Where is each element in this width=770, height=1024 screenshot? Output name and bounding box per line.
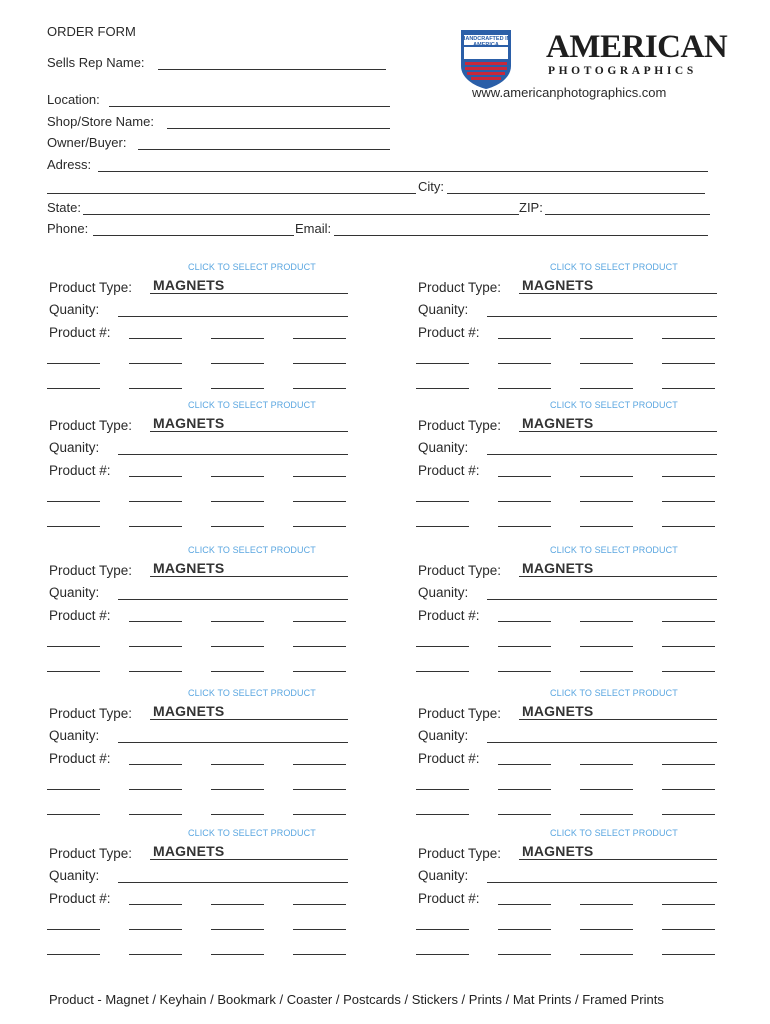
product-number-blank[interactable] bbox=[580, 954, 633, 955]
quantity-label: Quanity: bbox=[418, 302, 469, 317]
product-number-blank[interactable] bbox=[293, 764, 346, 765]
product-number-blank[interactable] bbox=[211, 789, 264, 790]
product-number-blank[interactable] bbox=[498, 646, 551, 647]
product-number-blank[interactable] bbox=[416, 929, 469, 930]
product-type-select[interactable]: MAGNETS bbox=[522, 415, 594, 431]
product-number-blank[interactable] bbox=[662, 621, 715, 622]
shop-label: Shop/Store Name: bbox=[47, 114, 154, 129]
product-number-blank[interactable] bbox=[416, 789, 469, 790]
product-number-blank[interactable] bbox=[580, 621, 633, 622]
product-number-blank[interactable] bbox=[580, 929, 633, 930]
product-number-blank[interactable] bbox=[129, 904, 182, 905]
product-number-blank[interactable] bbox=[662, 929, 715, 930]
product-number-blank[interactable] bbox=[662, 526, 715, 527]
product-number-blank[interactable] bbox=[498, 671, 551, 672]
product-number-blank[interactable] bbox=[47, 814, 100, 815]
click-to-select-product[interactable]: CLICK TO SELECT PRODUCT bbox=[188, 262, 316, 272]
product-number-blank[interactable] bbox=[211, 621, 264, 622]
product-number-blank[interactable] bbox=[662, 646, 715, 647]
product-type-underline bbox=[150, 293, 348, 294]
click-to-select-product[interactable]: CLICK TO SELECT PRODUCT bbox=[188, 400, 316, 410]
address-line2-input[interactable] bbox=[47, 179, 416, 194]
quantity-input[interactable] bbox=[487, 440, 717, 455]
click-to-select-product[interactable]: CLICK TO SELECT PRODUCT bbox=[188, 688, 316, 698]
product-number-blank[interactable] bbox=[211, 526, 264, 527]
website-link[interactable]: www.americanphotographics.com bbox=[472, 85, 667, 100]
quantity-label: Quanity: bbox=[418, 440, 469, 455]
product-type-underline bbox=[519, 576, 717, 577]
product-number-blank[interactable] bbox=[129, 476, 182, 477]
product-type-select[interactable]: MAGNETS bbox=[153, 843, 225, 859]
product-number-blank[interactable] bbox=[47, 363, 100, 364]
product-number-blank[interactable] bbox=[47, 526, 100, 527]
state-label: State: bbox=[47, 200, 81, 215]
product-number-blank[interactable] bbox=[129, 929, 182, 930]
location-input[interactable] bbox=[109, 92, 390, 107]
product-legend: Product - Magnet / Keyhain / Bookmark / Coaster / Postcards / Stickers / Prints / Mat Prints / Framed Prints bbox=[49, 992, 664, 1007]
product-type-label: Product Type: bbox=[49, 280, 133, 295]
product-number-blank[interactable] bbox=[129, 789, 182, 790]
product-number-blank[interactable] bbox=[211, 929, 264, 930]
location-label: Location: bbox=[47, 92, 100, 107]
product-number-blank[interactable] bbox=[580, 501, 633, 502]
owner-label: Owner/Buyer: bbox=[47, 135, 127, 150]
brand-name: AMERICAN bbox=[546, 29, 728, 65]
click-to-select-product[interactable]: CLICK TO SELECT PRODUCT bbox=[188, 545, 316, 555]
product-number-blank[interactable] bbox=[416, 501, 469, 502]
quantity-input[interactable] bbox=[487, 302, 717, 317]
product-number-blank[interactable] bbox=[416, 363, 469, 364]
product-number-blank[interactable] bbox=[293, 501, 346, 502]
product-type-underline bbox=[519, 719, 717, 720]
brand-subname: PHOTOGRAPHICS bbox=[548, 65, 697, 77]
product-number-blank[interactable] bbox=[47, 646, 100, 647]
product-number-blank[interactable] bbox=[293, 338, 346, 339]
product-number-blank[interactable] bbox=[580, 526, 633, 527]
product-number-blank[interactable] bbox=[129, 501, 182, 502]
product-type-label: Product Type: bbox=[49, 418, 133, 433]
product-number-blank[interactable] bbox=[47, 501, 100, 502]
product-type-label: Product Type: bbox=[418, 706, 502, 721]
product-number-blank[interactable] bbox=[580, 646, 633, 647]
badge-text: HANDCRAFTED IN AMERICA bbox=[461, 36, 511, 48]
product-number-blank[interactable] bbox=[211, 814, 264, 815]
state-input[interactable] bbox=[83, 200, 519, 215]
sells-rep-input[interactable] bbox=[158, 55, 386, 70]
product-number-blank[interactable] bbox=[498, 476, 551, 477]
product-number-blank[interactable] bbox=[293, 789, 346, 790]
product-type-underline bbox=[519, 859, 717, 860]
product-type-select[interactable]: MAGNETS bbox=[522, 560, 594, 576]
click-to-select-product[interactable]: CLICK TO SELECT PRODUCT bbox=[550, 828, 678, 838]
product-number-label: Product #: bbox=[49, 751, 111, 766]
product-number-blank[interactable] bbox=[293, 646, 346, 647]
phone-input[interactable] bbox=[93, 221, 294, 236]
product-number-blank[interactable] bbox=[129, 621, 182, 622]
product-type-underline bbox=[519, 431, 717, 432]
product-number-blank[interactable] bbox=[211, 388, 264, 389]
product-type-select[interactable]: MAGNETS bbox=[153, 415, 225, 431]
product-type-label: Product Type: bbox=[418, 280, 502, 295]
product-number-blank[interactable] bbox=[293, 954, 346, 955]
product-number-blank[interactable] bbox=[211, 646, 264, 647]
product-number-blank[interactable] bbox=[211, 764, 264, 765]
product-number-blank[interactable] bbox=[47, 954, 100, 955]
product-number-blank[interactable] bbox=[416, 814, 469, 815]
product-number-blank[interactable] bbox=[211, 338, 264, 339]
product-number-blank[interactable] bbox=[498, 929, 551, 930]
product-number-blank[interactable] bbox=[293, 363, 346, 364]
sells-rep-label: Sells Rep Name: bbox=[47, 55, 145, 70]
product-number-blank[interactable] bbox=[129, 671, 182, 672]
product-number-blank[interactable] bbox=[416, 388, 469, 389]
product-number-blank[interactable] bbox=[293, 929, 346, 930]
quantity-label: Quanity: bbox=[418, 585, 469, 600]
product-number-label: Product #: bbox=[418, 325, 480, 340]
product-number-label: Product #: bbox=[418, 891, 480, 906]
product-number-blank[interactable] bbox=[416, 526, 469, 527]
product-type-label: Product Type: bbox=[418, 846, 502, 861]
product-number-label: Product #: bbox=[49, 891, 111, 906]
product-number-blank[interactable] bbox=[129, 954, 182, 955]
product-number-blank[interactable] bbox=[662, 904, 715, 905]
product-number-blank[interactable] bbox=[498, 814, 551, 815]
product-number-blank[interactable] bbox=[129, 764, 182, 765]
product-number-blank[interactable] bbox=[498, 789, 551, 790]
product-number-blank[interactable] bbox=[580, 363, 633, 364]
product-number-blank[interactable] bbox=[662, 501, 715, 502]
product-number-blank[interactable] bbox=[129, 363, 182, 364]
product-number-blank[interactable] bbox=[580, 814, 633, 815]
quantity-input[interactable] bbox=[118, 302, 348, 317]
product-number-blank[interactable] bbox=[498, 363, 551, 364]
email-label: Email: bbox=[295, 221, 332, 236]
product-number-blank[interactable] bbox=[211, 904, 264, 905]
product-number-blank[interactable] bbox=[580, 338, 633, 339]
phone-label: Phone: bbox=[47, 221, 89, 236]
product-number-blank[interactable] bbox=[662, 814, 715, 815]
product-number-blank[interactable] bbox=[416, 671, 469, 672]
product-number-blank[interactable] bbox=[498, 526, 551, 527]
zip-label: ZIP: bbox=[519, 200, 543, 215]
product-number-blank[interactable] bbox=[211, 671, 264, 672]
product-number-blank[interactable] bbox=[129, 526, 182, 527]
product-number-blank[interactable] bbox=[129, 646, 182, 647]
quantity-input[interactable] bbox=[118, 440, 348, 455]
product-number-blank[interactable] bbox=[498, 338, 551, 339]
product-type-select[interactable]: MAGNETS bbox=[153, 703, 225, 719]
product-number-blank[interactable] bbox=[47, 929, 100, 930]
city-input[interactable] bbox=[447, 179, 705, 194]
click-to-select-product[interactable]: CLICK TO SELECT PRODUCT bbox=[550, 262, 678, 272]
product-number-blank[interactable] bbox=[580, 476, 633, 477]
product-type-select[interactable]: MAGNETS bbox=[522, 277, 594, 293]
product-type-select[interactable]: MAGNETS bbox=[153, 277, 225, 293]
product-number-blank[interactable] bbox=[580, 904, 633, 905]
address-input[interactable] bbox=[98, 157, 708, 172]
click-to-select-product[interactable]: CLICK TO SELECT PRODUCT bbox=[550, 545, 678, 555]
product-type-underline bbox=[150, 431, 348, 432]
click-to-select-product[interactable]: CLICK TO SELECT PRODUCT bbox=[550, 400, 678, 410]
product-number-blank[interactable] bbox=[129, 338, 182, 339]
product-number-blank[interactable] bbox=[662, 476, 715, 477]
product-number-blank[interactable] bbox=[580, 388, 633, 389]
click-to-select-product[interactable]: CLICK TO SELECT PRODUCT bbox=[550, 688, 678, 698]
product-type-underline bbox=[150, 859, 348, 860]
product-number-label: Product #: bbox=[418, 751, 480, 766]
shop-input[interactable] bbox=[167, 114, 390, 129]
quantity-label: Quanity: bbox=[49, 585, 100, 600]
product-type-underline bbox=[150, 719, 348, 720]
product-type-label: Product Type: bbox=[49, 846, 133, 861]
owner-input[interactable] bbox=[138, 135, 390, 150]
product-type-label: Product Type: bbox=[418, 418, 502, 433]
quantity-label: Quanity: bbox=[49, 440, 100, 455]
zip-input[interactable] bbox=[545, 200, 710, 215]
product-number-blank[interactable] bbox=[662, 363, 715, 364]
product-number-blank[interactable] bbox=[211, 476, 264, 477]
product-number-label: Product #: bbox=[49, 608, 111, 623]
product-number-blank[interactable] bbox=[293, 814, 346, 815]
product-type-label: Product Type: bbox=[49, 563, 133, 578]
product-number-blank[interactable] bbox=[498, 621, 551, 622]
city-label: City: bbox=[418, 179, 444, 194]
product-number-blank[interactable] bbox=[662, 954, 715, 955]
product-number-blank[interactable] bbox=[580, 671, 633, 672]
product-type-label: Product Type: bbox=[49, 706, 133, 721]
product-type-label: Product Type: bbox=[418, 563, 502, 578]
product-type-select[interactable]: MAGNETS bbox=[153, 560, 225, 576]
product-number-blank[interactable] bbox=[211, 954, 264, 955]
product-number-blank[interactable] bbox=[498, 501, 551, 502]
product-number-blank[interactable] bbox=[498, 388, 551, 389]
product-number-blank[interactable] bbox=[662, 764, 715, 765]
product-number-label: Product #: bbox=[418, 463, 480, 478]
product-type-select[interactable]: MAGNETS bbox=[522, 703, 594, 719]
product-number-label: Product #: bbox=[418, 608, 480, 623]
email-input[interactable] bbox=[334, 221, 708, 236]
quantity-input[interactable] bbox=[487, 868, 717, 883]
product-number-blank[interactable] bbox=[293, 526, 346, 527]
product-number-blank[interactable] bbox=[662, 789, 715, 790]
quantity-input[interactable] bbox=[118, 728, 348, 743]
product-number-blank[interactable] bbox=[129, 388, 182, 389]
quantity-input[interactable] bbox=[118, 585, 348, 600]
product-number-blank[interactable] bbox=[293, 621, 346, 622]
product-number-blank[interactable] bbox=[293, 476, 346, 477]
product-number-blank[interactable] bbox=[47, 789, 100, 790]
address-label: Adress: bbox=[47, 157, 92, 172]
product-number-blank[interactable] bbox=[47, 388, 100, 389]
product-number-label: Product #: bbox=[49, 325, 111, 340]
product-type-underline bbox=[150, 576, 348, 577]
product-number-blank[interactable] bbox=[498, 954, 551, 955]
product-number-blank[interactable] bbox=[416, 954, 469, 955]
product-number-blank[interactable] bbox=[580, 789, 633, 790]
product-number-blank[interactable] bbox=[662, 671, 715, 672]
product-number-blank[interactable] bbox=[498, 764, 551, 765]
product-type-underline bbox=[519, 293, 717, 294]
product-number-blank[interactable] bbox=[211, 501, 264, 502]
quantity-label: Quanity: bbox=[418, 728, 469, 743]
product-number-blank[interactable] bbox=[211, 363, 264, 364]
product-number-blank[interactable] bbox=[662, 338, 715, 339]
click-to-select-product[interactable]: CLICK TO SELECT PRODUCT bbox=[188, 828, 316, 838]
product-number-blank[interactable] bbox=[416, 646, 469, 647]
product-number-blank[interactable] bbox=[293, 904, 346, 905]
quantity-input[interactable] bbox=[487, 585, 717, 600]
product-number-label: Product #: bbox=[49, 463, 111, 478]
product-number-blank[interactable] bbox=[498, 904, 551, 905]
product-number-blank[interactable] bbox=[293, 671, 346, 672]
product-number-blank[interactable] bbox=[580, 764, 633, 765]
product-type-select[interactable]: MAGNETS bbox=[522, 843, 594, 859]
quantity-label: Quanity: bbox=[49, 302, 100, 317]
product-number-blank[interactable] bbox=[293, 388, 346, 389]
quantity-label: Quanity: bbox=[49, 868, 100, 883]
quantity-label: Quanity: bbox=[418, 868, 469, 883]
product-number-blank[interactable] bbox=[47, 671, 100, 672]
product-number-blank[interactable] bbox=[662, 388, 715, 389]
quantity-input[interactable] bbox=[118, 868, 348, 883]
quantity-input[interactable] bbox=[487, 728, 717, 743]
form-title: ORDER FORM bbox=[47, 24, 136, 39]
quantity-label: Quanity: bbox=[49, 728, 100, 743]
product-number-blank[interactable] bbox=[129, 814, 182, 815]
